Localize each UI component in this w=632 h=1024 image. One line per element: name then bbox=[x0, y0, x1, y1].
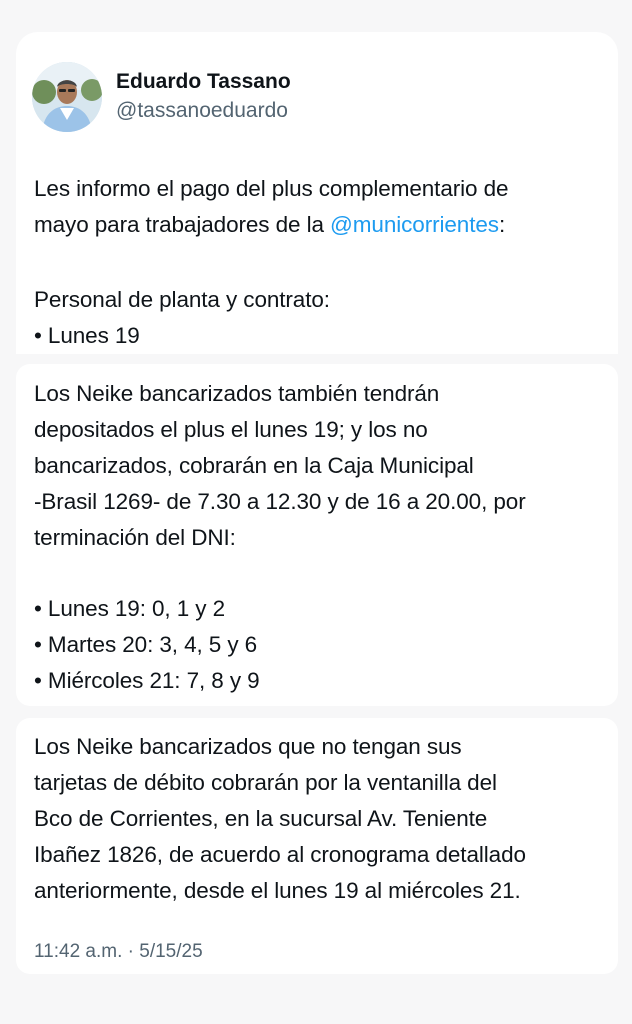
debit-text-line: Los Neike bancarizados que no tengan sus bbox=[34, 734, 462, 759]
mention-link[interactable]: @municorrientes bbox=[330, 212, 499, 237]
tweet-timestamp[interactable]: 11:42 a.m. · 5/15/25 bbox=[34, 941, 203, 962]
debit-text-line: tarjetas de débito cobrarán por la ventanilla del bbox=[34, 770, 497, 795]
author-handle[interactable]: @tassanoeduardo bbox=[116, 99, 288, 122]
neike-text-line: terminación del DNI: bbox=[34, 525, 236, 550]
neike-text-line: Los Neike bancarizados también tendrán bbox=[34, 381, 440, 406]
neike-text-line: bancarizados, cobrarán en la Caja Municipal bbox=[34, 453, 474, 478]
personal-list-item: • Lunes 19 bbox=[34, 323, 140, 348]
debit-text-line: Bco de Corrientes, en la sucursal Av. Teniente bbox=[34, 806, 488, 831]
schedule-item: • Miércoles 21: 7, 8 y 9 bbox=[34, 668, 260, 693]
neike-text-line: -Brasil 1269- de 7.30 a 12.30 y de 16 a 20.00, por bbox=[34, 489, 526, 514]
tweet-text-fragment: : bbox=[498, 212, 506, 237]
debit-text-line: anteriormente, desde el lunes 19 al miércoles 21. bbox=[34, 878, 521, 903]
personal-heading: Personal de planta y contrato: bbox=[34, 287, 330, 312]
author-name[interactable]: Eduardo Tassano bbox=[116, 70, 291, 93]
tweet-text-line: Les informo el pago del plus complementario de bbox=[34, 176, 509, 201]
tweet-text-line bbox=[34, 207, 505, 243]
avatar-photo-icon bbox=[32, 62, 102, 132]
debit-text-line: Ibañez 1826, de acuerdo al cronograma detallado bbox=[34, 842, 526, 867]
schedule-item: • Martes 20: 3, 4, 5 y 6 bbox=[34, 632, 258, 657]
avatar[interactable] bbox=[32, 62, 102, 132]
neike-text-line: depositados el plus el lunes 19; y los no bbox=[34, 417, 428, 442]
schedule-item: • Lunes 19: 0, 1 y 2 bbox=[34, 596, 226, 621]
tweet-text-fragment: mayo para trabajadores de la bbox=[34, 212, 331, 237]
